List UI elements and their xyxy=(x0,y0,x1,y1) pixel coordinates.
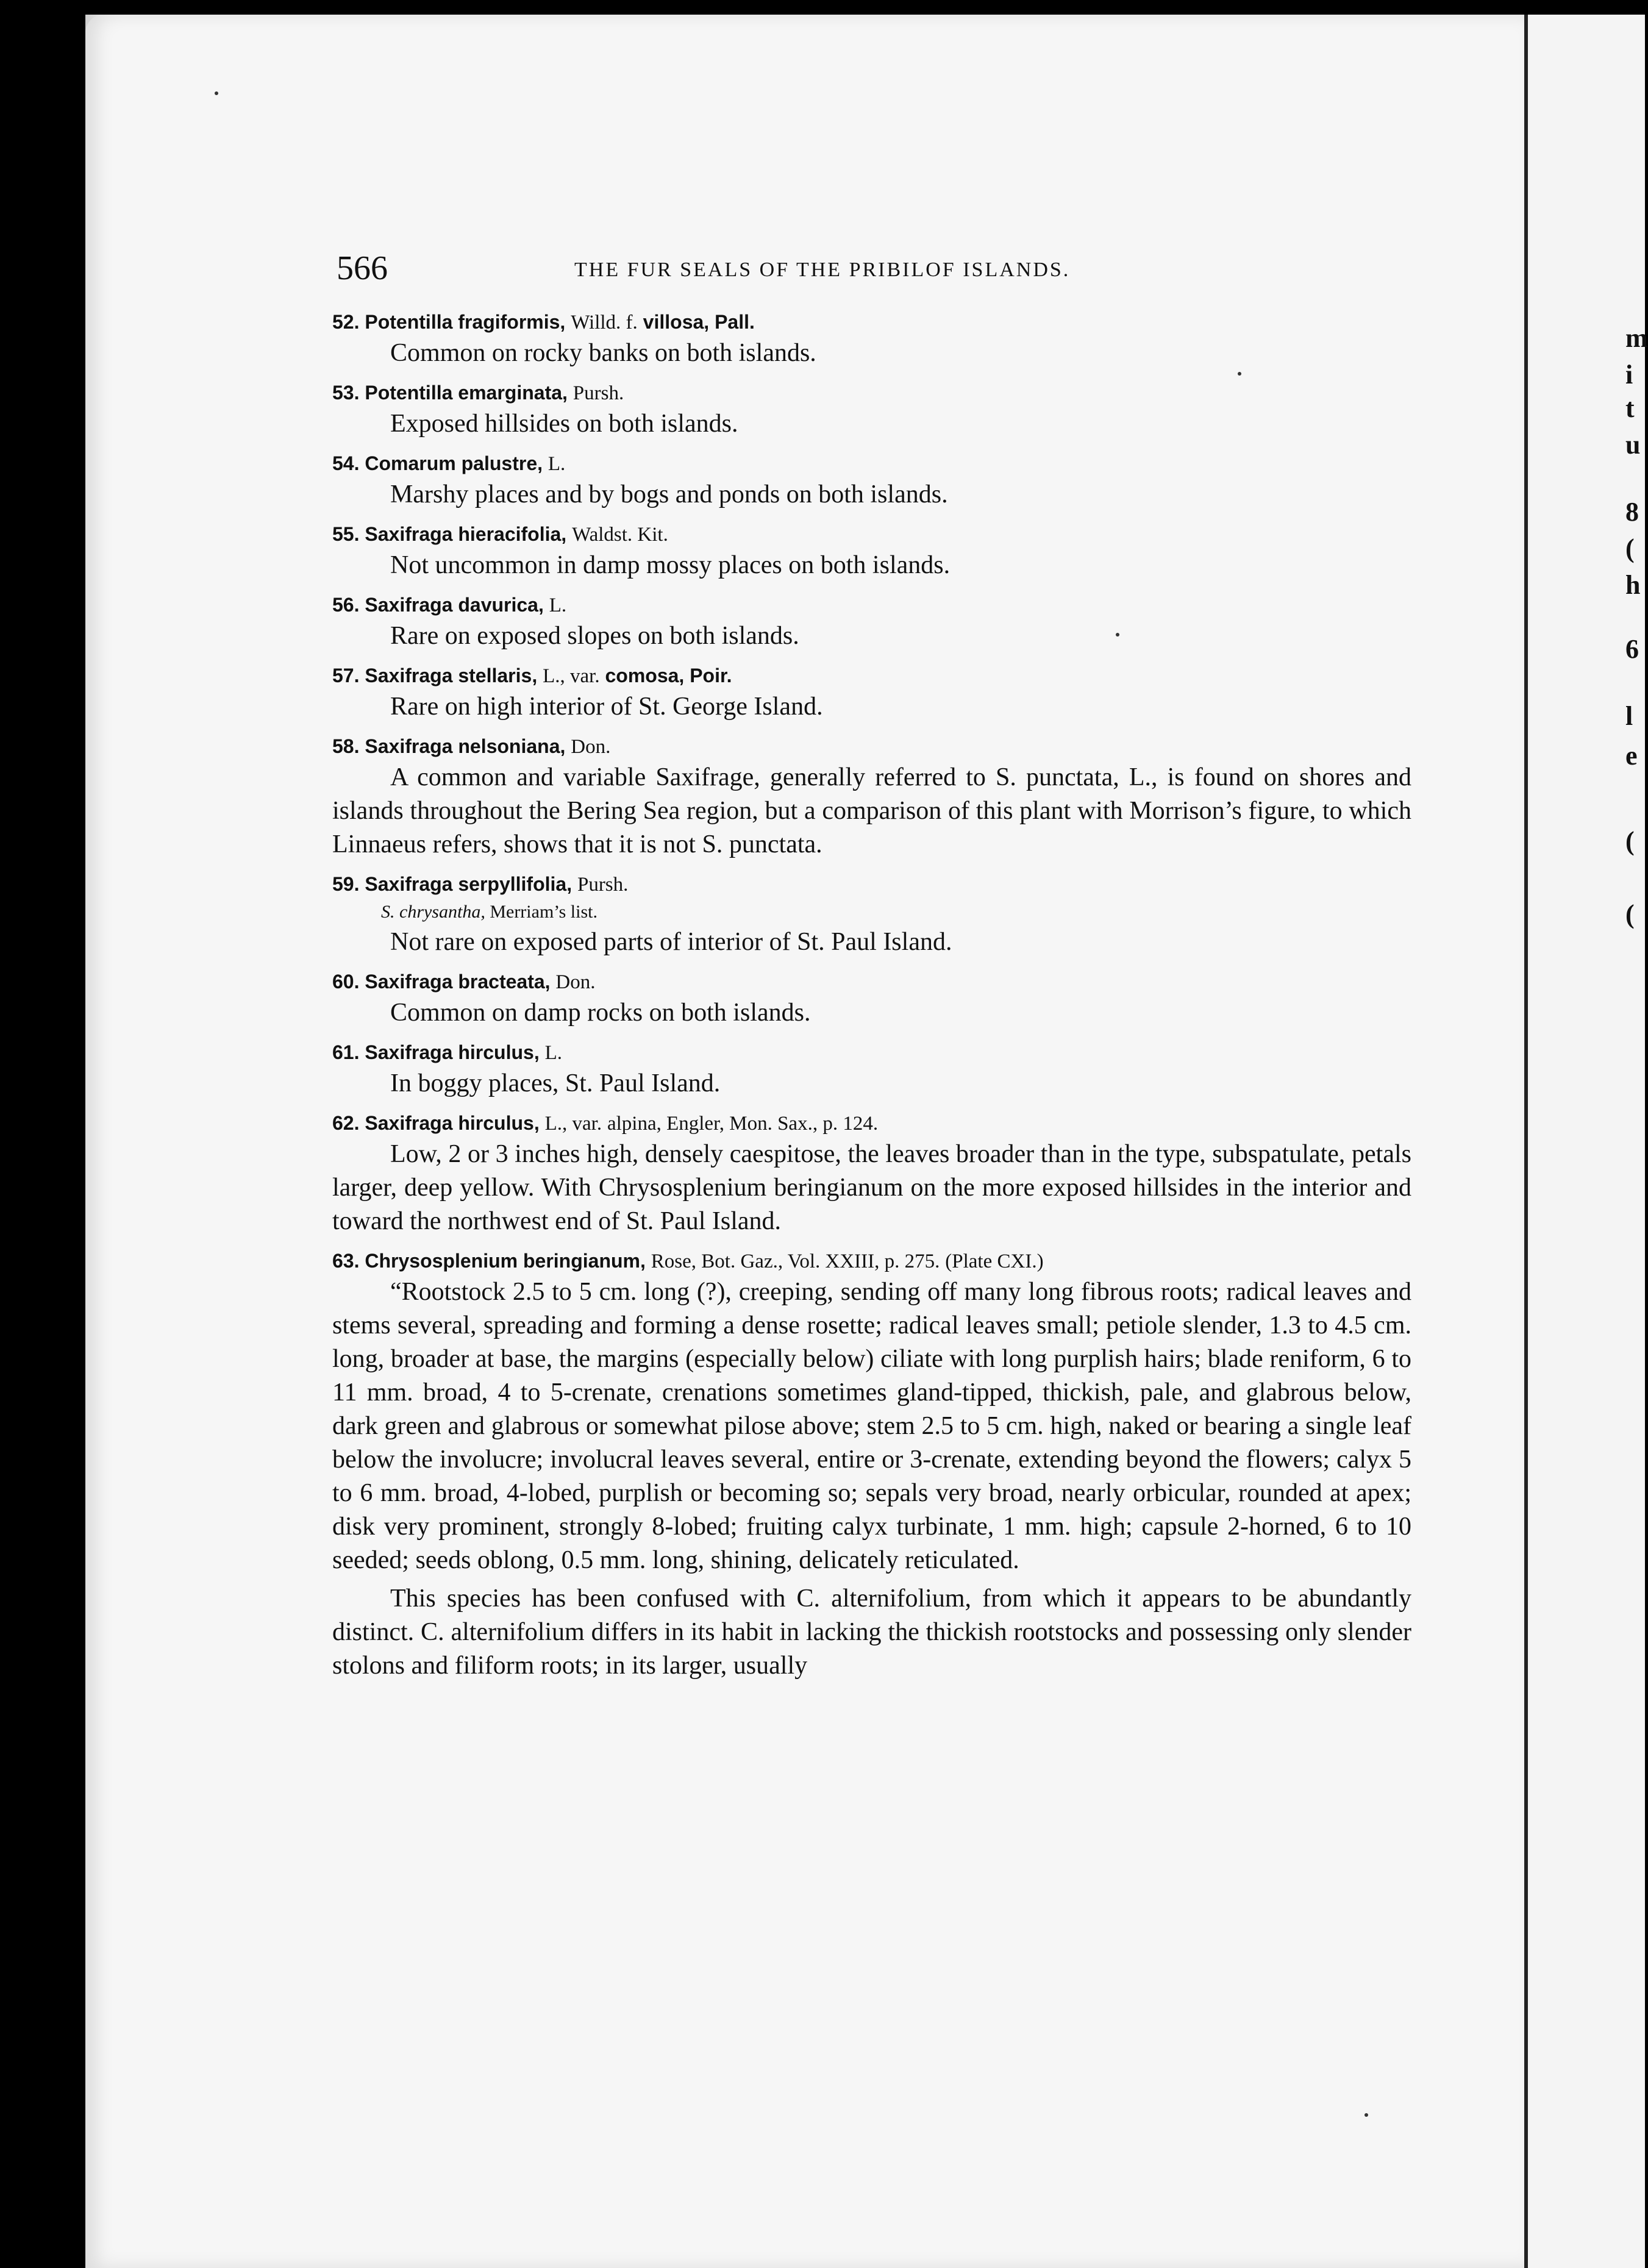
entry-description: “Rootstock 2.5 to 5 cm. long (?), creeping, sending off many long fibrous roots; radical leaves and stems several, spreading and forming a dense rosette; radical leaves small; petiole slender, 1.3 to 4.5 cm. long, broader at base, the margins (especially below) ciliate with long purplish hairs; blade reniform, 6 to 11 mm. broad, 4 to 5-crenate, crenations sometimes gland-tipped, thickish, pale, and glabrous below, dark green and glabrous or somewhat pilose above; stem 2.5 to 5 cm. high, naked or bearing a single leaf below the involucre; involucral leaves several, entire or 3-crenate, extending beyond the flowers; calyx 5 to 6 mm. broad, 4-lobed, purplish or becoming so; sepals very broad, nearly orbicular, rounded at apex; disk very prominent, strongly 8-lobed; fruiting calyx turbinate, 1 mm. high; capsule 2-horned, 6 to 10 seeded; seeds oblong, 0.5 mm. long, shining, delicately reticulated. xyxy=(332,1278,1411,1574)
species-entry xyxy=(332,379,1411,441)
species-entry xyxy=(332,968,1411,1030)
entry-description: Not rare on exposed parts of interior of St. Paul Island. xyxy=(390,928,952,956)
entry-description: In boggy places, St. Paul Island. xyxy=(390,1069,721,1097)
entry-description: Marshy places and by bogs and ponds on both islands. xyxy=(390,480,948,508)
entry-description: Not uncommon in damp mossy places on both islands. xyxy=(390,551,951,579)
entry-description: Common on damp rocks on both islands. xyxy=(390,999,811,1027)
scan-speck xyxy=(215,91,218,95)
species-authority: L. xyxy=(549,594,567,616)
species-authority: L. xyxy=(548,453,566,475)
adjacent-page-fragment: 8 xyxy=(1625,497,1639,527)
entry-heading xyxy=(332,449,1411,478)
species-entry xyxy=(332,520,1411,582)
plate-reference: (Plate CXI.) xyxy=(945,1250,1044,1272)
species-name: Saxifraga hirculus, xyxy=(365,1041,540,1063)
adjacent-page-fragment: ( xyxy=(1625,899,1635,929)
synonym-source: Merriam’s list. xyxy=(490,902,597,922)
entry-number: 56. xyxy=(332,594,360,616)
species-entry xyxy=(332,661,1411,724)
species-entry xyxy=(332,1109,1411,1238)
species-authority: Pursh. xyxy=(577,874,629,896)
species-name: Potentilla fragiformis, xyxy=(365,311,566,333)
entry-number: 57. xyxy=(332,665,360,686)
entry-heading xyxy=(332,870,1411,899)
entry-description: Exposed hillsides on both islands. xyxy=(390,410,738,438)
species-entry xyxy=(332,308,1411,370)
entry-heading xyxy=(332,1109,1411,1138)
adjacent-page-fragment: m xyxy=(1625,323,1648,353)
synonym-line xyxy=(332,899,1411,925)
species-authority: Rose, Bot. Gaz., Vol. XXIII, p. 275. xyxy=(651,1250,940,1272)
entry-number: 63. xyxy=(332,1250,360,1272)
species-name: Saxifraga davurica, xyxy=(365,594,544,616)
entry-number: 61. xyxy=(332,1041,360,1063)
entry-description: Rare on high interior of St. George Island. xyxy=(390,693,823,721)
species-authority: L., var. xyxy=(543,665,600,687)
adjacent-page-fragment: i xyxy=(1625,360,1633,390)
species-entry xyxy=(332,732,1411,861)
adjacent-page-edge xyxy=(1524,15,1648,2268)
species-name: Saxifraga nelsoniana, xyxy=(365,735,566,757)
entry-description: A common and variable Saxifrage, generally referred to S. punctata, L., is found on shores and islands throughout the Bering Sea region, but a comparison of this plant with Morrison’s figure, to which Linnaeus refers, shows that it is not S. punctata. xyxy=(332,763,1411,858)
species-entry xyxy=(332,449,1411,512)
scan-speck xyxy=(1364,2113,1368,2117)
entry-number: 55. xyxy=(332,523,360,545)
species-name: Saxifraga hirculus, xyxy=(365,1112,540,1134)
entry-description: Rare on exposed slopes on both islands. xyxy=(390,622,799,650)
scan-speck xyxy=(1116,633,1119,637)
species-authority: Don. xyxy=(571,736,611,758)
species-name: Saxifraga hieracifolia, xyxy=(365,523,567,545)
entry-description: Common on rocky banks on both islands. xyxy=(390,339,816,367)
adjacent-page-fragment: t xyxy=(1625,393,1635,423)
species-name: Saxifraga serpyllifolia, xyxy=(365,873,573,895)
entry-number: 52. xyxy=(332,311,360,333)
species-variety: villosa, Pall. xyxy=(643,311,755,333)
entry-heading xyxy=(332,520,1411,549)
species-name: Chrysosplenium beringianum, xyxy=(365,1250,646,1272)
running-title: THE FUR SEALS OF THE PRIBILOF ISLANDS. xyxy=(574,259,1071,281)
species-entry xyxy=(332,870,1411,959)
species-name: Comarum palustre, xyxy=(365,452,543,474)
species-entry xyxy=(332,1038,1411,1100)
entry-number: 59. xyxy=(332,873,360,895)
species-authority: L., var. xyxy=(544,1113,602,1135)
species-authority: Don. xyxy=(555,971,596,993)
species-name: Saxifraga bracteata, xyxy=(365,971,551,993)
entry-heading xyxy=(332,1038,1411,1067)
adjacent-page-fragment: e xyxy=(1625,741,1638,771)
entry-description-continued: This species has been confused with C. alternifolium, from which it appears to be abundantly distinct. C. alternifolium differs in its habit in lacking the thickish rootstocks and possessing only slender stolons and filiform roots; in its larger, usually xyxy=(332,1585,1411,1680)
entry-heading xyxy=(332,968,1411,996)
page-header xyxy=(337,249,1410,291)
entry-heading xyxy=(332,1247,1411,1275)
adjacent-page-fragment: 6 xyxy=(1625,634,1639,664)
adjacent-page-fragment: h xyxy=(1625,570,1641,600)
entry-number: 62. xyxy=(332,1112,360,1134)
species-variety: alpina, Engler, Mon. Sax., p. 124. xyxy=(607,1113,879,1135)
entry-number: 54. xyxy=(332,452,360,474)
adjacent-page-fragment: ( xyxy=(1625,533,1635,563)
entry-heading xyxy=(332,379,1411,407)
species-name: Potentilla emarginata, xyxy=(365,382,568,404)
species-list xyxy=(332,308,1411,1691)
entry-heading xyxy=(332,308,1411,337)
species-name: Saxifraga stellaris, xyxy=(365,665,538,686)
species-authority: L. xyxy=(544,1042,563,1064)
entry-description: Low, 2 or 3 inches high, densely caespitose, the leaves broader than in the type, subspatulate, petals larger, deep yellow. With Chrysosplenium beringianum on the more exposed hillsides in the interior and toward the northwest end of St. Paul Island. xyxy=(332,1140,1411,1235)
entry-heading xyxy=(332,591,1411,619)
entry-number: 53. xyxy=(332,382,360,404)
entry-heading xyxy=(332,732,1411,761)
scan-speck xyxy=(1238,372,1241,376)
species-authority: Waldst. Kit. xyxy=(572,524,668,546)
adjacent-page-fragment: u xyxy=(1625,430,1641,460)
species-variety: comosa, Poir. xyxy=(605,665,732,686)
entry-number: 60. xyxy=(332,971,360,993)
entry-heading xyxy=(332,661,1411,690)
species-authority: Willd. f. xyxy=(571,312,638,333)
synonym-name: S. chrysantha, xyxy=(381,902,485,922)
entry-number: 58. xyxy=(332,735,360,757)
adjacent-page-fragment: l xyxy=(1625,701,1633,731)
adjacent-page-fragment: ( xyxy=(1625,826,1635,856)
species-entry xyxy=(332,1247,1411,1683)
species-entry xyxy=(332,591,1411,653)
species-authority: Pursh. xyxy=(573,382,624,404)
page-number: 566 xyxy=(337,249,388,287)
